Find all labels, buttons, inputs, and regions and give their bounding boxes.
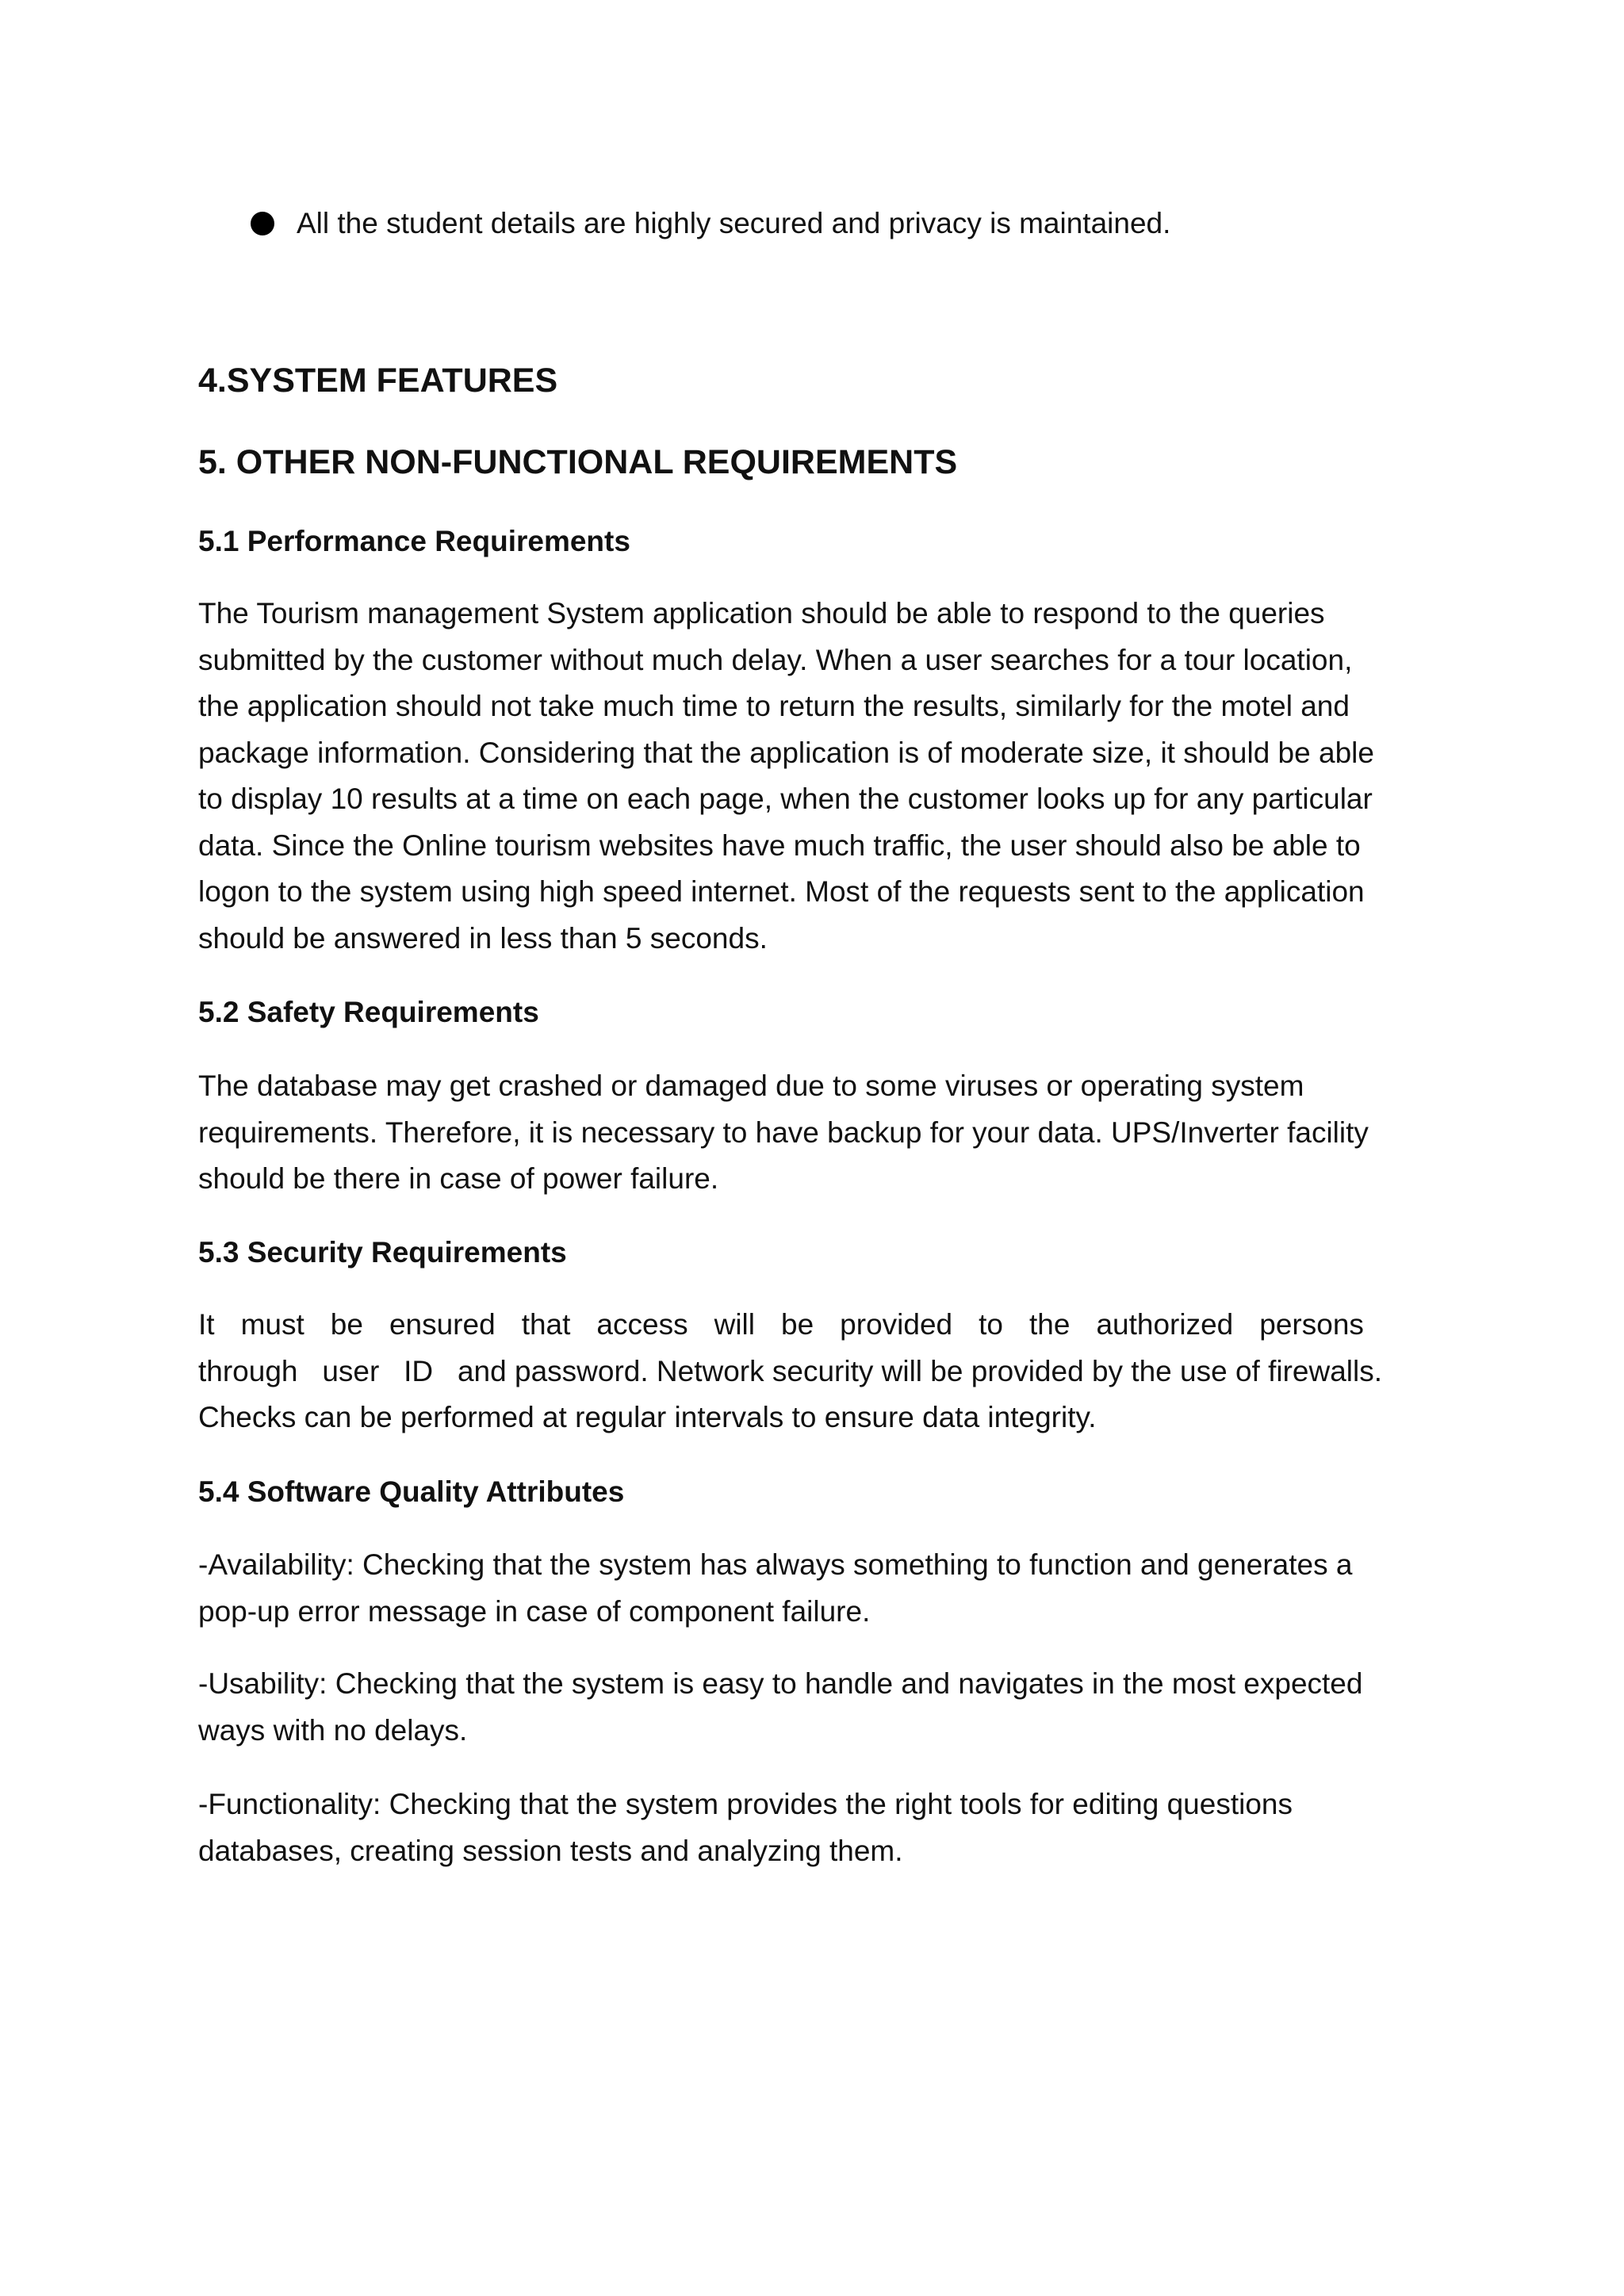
word: provided: [840, 1308, 953, 1341]
heading-software-quality-attributes: 5.4 Software Quality Attributes: [198, 1475, 625, 1508]
paragraph-line: requirements. Therefore, it is necessary to have backup for your data. UPS/Inverter facility: [198, 1115, 1369, 1149]
availability-paragraph: [198, 1542, 1435, 1635]
paragraph-line: through user ID and password. Network security will be provided by the use of firewalls.: [198, 1354, 1383, 1387]
paragraph-line: should be there in case of power failure.: [198, 1162, 719, 1195]
paragraph-line: -Availability: Checking that the system has always something to function and generates a: [198, 1548, 1353, 1581]
word: be: [330, 1308, 363, 1341]
word: It: [198, 1308, 215, 1341]
heading-performance-requirements: 5.1 Performance Requirements: [198, 525, 630, 557]
paragraph-line: submitted by the customer without much delay. When a user searches for a tour location,: [198, 643, 1353, 676]
paragraph-line: The database may get crashed or damaged due to some viruses or operating system: [198, 1070, 1304, 1102]
word: access: [596, 1308, 688, 1341]
heading-security-requirements: 5.3 Security Requirements: [198, 1236, 567, 1269]
word: authorized: [1096, 1308, 1234, 1341]
paragraph-line: -Usability: Checking that the system is easy to handle and navigates in the most expected: [198, 1667, 1363, 1700]
functionality-paragraph: [198, 1781, 1435, 1874]
paragraph-line: -Functionality: Checking that the system provides the right tools for editing questions: [198, 1788, 1293, 1820]
heading-safety-requirements: 5.2 Safety Requirements: [198, 996, 539, 1028]
paragraph-line-justified: [198, 1302, 1364, 1349]
word: to: [979, 1308, 1003, 1341]
word: must: [240, 1308, 304, 1341]
paragraph-line: The Tourism management System application should be able to respond to the queries: [198, 597, 1325, 629]
paragraph-line: databases, creating session tests and analyzing them.: [198, 1834, 903, 1867]
word: persons: [1259, 1308, 1364, 1341]
word: the: [1029, 1308, 1071, 1341]
word: be: [781, 1308, 814, 1341]
usability-paragraph: [198, 1661, 1435, 1754]
paragraph-line: Checks can be performed at regular intervals to ensure data integrity.: [198, 1401, 1097, 1433]
performance-paragraph: [198, 591, 1435, 962]
heading-non-functional-requirements: 5. OTHER NON-FUNCTIONAL REQUIREMENTS: [198, 443, 958, 481]
paragraph-line: should be answered in less than 5 seconds.: [198, 921, 768, 955]
bullet-item: [251, 201, 1170, 246]
word: ensured: [389, 1308, 496, 1341]
paragraph-line: ways with no delays.: [198, 1713, 468, 1747]
paragraph-line: data. Since the Online tourism websites have much traffic, the user should also be able to: [198, 828, 1361, 862]
security-paragraph: [198, 1302, 1435, 1441]
word: will: [714, 1308, 755, 1341]
paragraph-line: pop-up error message in case of component failure.: [198, 1594, 871, 1628]
paragraph-line: package information. Considering that the application is of moderate size, it should be able: [198, 736, 1374, 769]
bullet-dot-icon: [251, 212, 274, 235]
paragraph-line: to display 10 results at a time on each page, when the customer looks up for any particular: [198, 783, 1373, 815]
safety-paragraph: [198, 1063, 1435, 1203]
paragraph-line: the application should not take much time to return the results, similarly for the motel and: [198, 690, 1350, 722]
heading-system-features: 4.SYSTEM FEATURES: [198, 362, 558, 400]
word: that: [521, 1308, 571, 1341]
paragraph-line: logon to the system using high speed internet. Most of the requests sent to the application: [198, 875, 1365, 908]
bullet-text: All the student details are highly secured and privacy is maintained.: [297, 207, 1171, 239]
